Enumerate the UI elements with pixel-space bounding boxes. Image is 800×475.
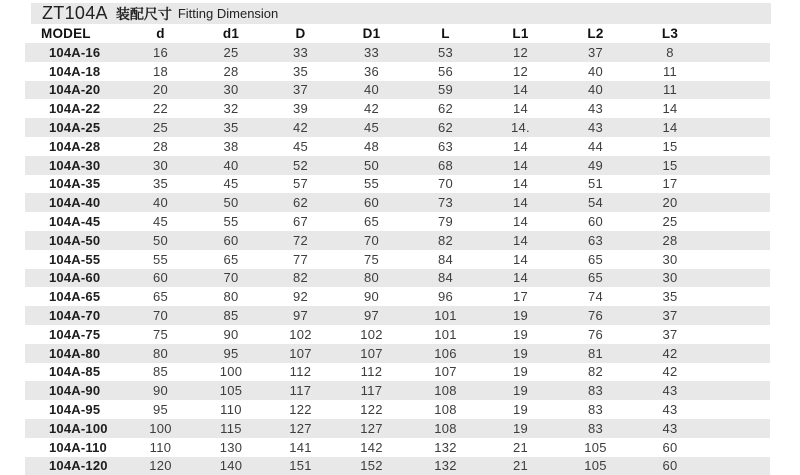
cell-value: 25 <box>662 214 678 230</box>
table-row <box>25 306 770 325</box>
cell-value: 100 <box>219 364 243 380</box>
table-row <box>25 400 770 419</box>
cell-value: 11 <box>662 82 678 98</box>
cell-value: 44 <box>587 138 604 154</box>
cell-value: 11 <box>662 63 678 79</box>
cell-model: 104A-70 <box>49 308 101 324</box>
cell-value: 17 <box>662 176 678 192</box>
cell-value: 14 <box>512 251 529 267</box>
cell-value: 70 <box>437 176 454 192</box>
cell-value: 152 <box>360 458 383 474</box>
cell-value: 83 <box>587 402 604 418</box>
cell-value: 43 <box>662 402 678 418</box>
cell-value: 28 <box>152 138 169 154</box>
cell-value: 15 <box>662 157 678 173</box>
cell-value: 50 <box>152 232 169 248</box>
cell-value: 28 <box>662 232 678 248</box>
cell-model: 104A-100 <box>49 420 108 436</box>
cell-value: 108 <box>434 420 457 436</box>
cell-model: 104A-95 <box>49 402 101 418</box>
header-D: D <box>266 24 335 43</box>
cell-model: 104A-110 <box>49 439 107 455</box>
cell-model: 104A-50 <box>49 232 101 248</box>
cell-spacer <box>707 175 770 194</box>
header-d: d <box>125 24 196 43</box>
cell-value: 70 <box>152 308 169 324</box>
cell-value: 65 <box>587 251 604 267</box>
cell-value: 132 <box>434 439 457 455</box>
cell-value: 108 <box>434 383 457 399</box>
table-row <box>25 363 770 382</box>
cell-value: 30 <box>223 82 239 98</box>
title-cjk-label: 装配尺寸 <box>115 5 172 22</box>
cell-value: 39 <box>292 101 309 117</box>
cell-value: 97 <box>363 308 380 324</box>
cell-value: 40 <box>587 63 604 79</box>
cell-value: 21 <box>512 458 529 474</box>
cell-value: 21 <box>512 439 529 455</box>
cell-value: 48 <box>363 138 380 154</box>
cell-value: 95 <box>152 402 169 418</box>
cell-value: 80 <box>152 345 169 361</box>
table-row <box>25 99 770 118</box>
cell-value: 43 <box>587 120 604 136</box>
cell-value: 140 <box>219 458 243 474</box>
table-row <box>25 457 770 475</box>
cell-value: 141 <box>289 439 312 455</box>
cell-value: 19 <box>512 420 529 436</box>
cell-value: 95 <box>223 345 239 361</box>
table-row <box>25 287 770 306</box>
cell-value: 62 <box>292 195 309 211</box>
cell-value: 81 <box>587 345 604 361</box>
cell-value: 8 <box>666 44 674 60</box>
cell-model: 104A-85 <box>49 364 101 380</box>
cell-value: 14 <box>662 101 678 117</box>
cell-value: 60 <box>363 195 380 211</box>
cell-model: 104A-28 <box>49 138 101 154</box>
cell-value: 49 <box>587 157 604 173</box>
cell-value: 63 <box>587 232 604 248</box>
cell-value: 102 <box>289 326 312 342</box>
cell-value: 33 <box>292 44 309 60</box>
cell-value: 45 <box>152 214 169 230</box>
cell-model: 104A-16 <box>49 44 101 60</box>
cell-value: 14 <box>512 232 529 248</box>
cell-value: 55 <box>223 214 239 230</box>
table-row <box>25 118 770 137</box>
cell-spacer <box>707 193 770 212</box>
cell-value: 22 <box>152 101 169 117</box>
cell-value: 122 <box>360 402 383 418</box>
cell-value: 107 <box>360 345 383 361</box>
cell-value: 101 <box>434 326 457 342</box>
cell-value: 83 <box>587 383 604 399</box>
cell-value: 37 <box>587 44 604 60</box>
cell-value: 36 <box>363 63 380 79</box>
cell-value: 76 <box>587 308 604 324</box>
cell-value: 28 <box>223 63 239 79</box>
cell-spacer <box>707 363 770 382</box>
cell-value: 60 <box>587 214 604 230</box>
cell-value: 82 <box>587 364 604 380</box>
cell-value: 130 <box>219 439 243 455</box>
cell-value: 73 <box>437 195 454 211</box>
cell-value: 55 <box>363 176 380 192</box>
cell-model: 104A-90 <box>49 383 101 399</box>
cell-model: 104A-55 <box>49 251 101 267</box>
table-row <box>25 269 770 288</box>
table-body <box>25 43 770 475</box>
cell-value: 117 <box>360 383 383 399</box>
cell-value: 132 <box>434 458 457 474</box>
cell-value: 35 <box>292 63 309 79</box>
cell-model: 104A-22 <box>49 101 101 117</box>
cell-value: 19 <box>512 326 529 342</box>
cell-value: 85 <box>223 308 239 324</box>
cell-value: 107 <box>434 364 457 380</box>
cell-spacer <box>707 419 770 438</box>
cell-value: 54 <box>587 195 604 211</box>
cell-value: 30 <box>662 251 678 267</box>
cell-value: 80 <box>363 270 380 286</box>
cell-value: 65 <box>363 214 380 230</box>
cell-model: 104A-75 <box>49 326 101 342</box>
cell-model: 104A-18 <box>49 63 101 79</box>
cell-value: 105 <box>219 383 243 399</box>
cell-value: 108 <box>434 402 457 418</box>
cell-value: 42 <box>363 101 380 117</box>
cell-spacer <box>707 62 770 81</box>
cell-value: 19 <box>512 383 529 399</box>
cell-value: 18 <box>152 63 169 79</box>
cell-value: 65 <box>223 251 239 267</box>
cell-value: 80 <box>223 289 239 305</box>
cell-value: 40 <box>587 82 604 98</box>
cell-value: 120 <box>149 458 172 474</box>
table-row <box>25 438 770 457</box>
cell-value: 35 <box>152 176 169 192</box>
cell-spacer <box>707 99 770 118</box>
cell-value: 142 <box>360 439 383 455</box>
cell-value: 92 <box>292 289 309 305</box>
cell-value: 16 <box>152 44 169 60</box>
cell-spacer <box>707 287 770 306</box>
cell-value: 50 <box>223 195 239 211</box>
cell-value: 60 <box>223 232 239 248</box>
cell-value: 100 <box>149 420 172 436</box>
cell-value: 112 <box>360 364 383 380</box>
cell-value: 117 <box>289 383 312 399</box>
cell-value: 14 <box>512 157 529 173</box>
cell-value: 19 <box>512 308 529 324</box>
cell-spacer <box>707 269 770 288</box>
cell-spacer <box>707 118 770 137</box>
cell-value: 33 <box>363 44 380 60</box>
cell-value: 45 <box>363 120 380 136</box>
table-header-row <box>25 24 770 43</box>
cell-value: 37 <box>662 308 678 324</box>
cell-value: 65 <box>587 270 604 286</box>
cell-value: 42 <box>662 364 678 380</box>
cell-model: 104A-35 <box>49 176 101 192</box>
cell-model: 104A-40 <box>49 195 101 211</box>
cell-value: 96 <box>437 289 454 305</box>
cell-value: 43 <box>662 420 678 436</box>
cell-value: 14 <box>512 214 529 230</box>
table-row <box>25 212 770 231</box>
cell-value: 62 <box>437 120 454 136</box>
cell-value: 20 <box>662 195 678 211</box>
cell-value: 14 <box>512 138 529 154</box>
cell-value: 40 <box>363 82 380 98</box>
cell-value: 32 <box>223 101 239 117</box>
table-row <box>25 325 770 344</box>
header-spacer <box>707 24 770 43</box>
header-d1: d1 <box>196 24 266 43</box>
table-row <box>25 344 770 363</box>
cell-spacer <box>707 457 770 475</box>
cell-value: 60 <box>152 270 169 286</box>
cell-value: 42 <box>292 120 309 136</box>
cell-value: 57 <box>292 176 309 192</box>
cell-value: 14. <box>511 120 530 136</box>
cell-value: 112 <box>289 364 312 380</box>
cell-value: 90 <box>363 289 380 305</box>
cell-value: 45 <box>223 176 239 192</box>
table-row <box>25 43 770 62</box>
cell-value: 127 <box>289 420 312 436</box>
cell-value: 110 <box>149 439 172 455</box>
cell-value: 122 <box>289 402 312 418</box>
cell-value: 55 <box>152 251 169 267</box>
fitting-dimension-table <box>25 24 770 475</box>
cell-value: 75 <box>152 326 169 342</box>
cell-value: 102 <box>360 326 383 342</box>
cell-value: 75 <box>363 251 380 267</box>
cell-value: 85 <box>152 364 169 380</box>
cell-value: 56 <box>437 63 454 79</box>
cell-value: 14 <box>512 176 529 192</box>
cell-value: 17 <box>512 289 529 305</box>
cell-value: 151 <box>289 458 312 474</box>
cell-model: 104A-80 <box>49 345 101 361</box>
cell-value: 82 <box>437 232 454 248</box>
cell-spacer <box>707 325 770 344</box>
cell-spacer <box>707 231 770 250</box>
cell-model: 104A-60 <box>49 270 101 286</box>
cell-value: 67 <box>292 214 309 230</box>
cell-spacer <box>707 137 770 156</box>
cell-value: 45 <box>292 138 309 154</box>
cell-value: 35 <box>662 289 678 305</box>
cell-value: 97 <box>292 308 309 324</box>
cell-value: 76 <box>587 326 604 342</box>
cell-value: 42 <box>662 345 678 361</box>
cell-value: 82 <box>292 270 309 286</box>
cell-spacer <box>707 438 770 457</box>
cell-value: 25 <box>223 44 239 60</box>
cell-model: 104A-120 <box>49 458 108 474</box>
cell-value: 115 <box>220 420 242 436</box>
cell-model: 104A-20 <box>49 82 101 98</box>
cell-value: 68 <box>437 157 454 173</box>
title-en-label: Fitting Dimension <box>177 6 279 21</box>
title-model-code: ZT104A <box>42 3 108 23</box>
cell-value: 12 <box>512 63 529 79</box>
table-row <box>25 231 770 250</box>
cell-value: 19 <box>512 345 529 361</box>
cell-model: 104A-30 <box>49 157 101 173</box>
cell-value: 38 <box>223 138 239 154</box>
cell-value: 101 <box>434 308 457 324</box>
cell-spacer <box>707 250 770 269</box>
cell-value: 43 <box>662 383 678 399</box>
cell-value: 37 <box>662 326 678 342</box>
cell-value: 20 <box>152 82 169 98</box>
cell-value: 59 <box>437 82 454 98</box>
cell-value: 70 <box>363 232 380 248</box>
cell-value: 50 <box>363 157 380 173</box>
cell-value: 37 <box>292 82 309 98</box>
cell-value: 14 <box>512 101 529 117</box>
table-row <box>25 193 770 212</box>
cell-value: 74 <box>587 289 604 305</box>
cell-value: 43 <box>587 101 604 117</box>
table-row <box>25 137 770 156</box>
cell-spacer <box>707 81 770 100</box>
table-row <box>25 81 770 100</box>
cell-value: 63 <box>437 138 454 154</box>
cell-spacer <box>707 43 770 62</box>
cell-value: 15 <box>662 138 678 154</box>
cell-value: 14 <box>662 120 678 136</box>
cell-value: 35 <box>223 120 239 136</box>
cell-value: 65 <box>152 289 169 305</box>
cell-spacer <box>707 156 770 175</box>
cell-value: 90 <box>152 383 169 399</box>
cell-model: 104A-45 <box>49 214 101 230</box>
cell-value: 12 <box>512 44 529 60</box>
cell-value: 19 <box>512 402 529 418</box>
cell-value: 127 <box>360 420 383 436</box>
cell-value: 40 <box>223 157 239 173</box>
cell-value: 90 <box>223 326 239 342</box>
page-title-bar <box>31 3 771 24</box>
table-row <box>25 175 770 194</box>
table-row <box>25 156 770 175</box>
cell-value: 84 <box>437 270 454 286</box>
table-row <box>25 419 770 438</box>
cell-value: 70 <box>223 270 239 286</box>
cell-spacer <box>707 212 770 231</box>
cell-value: 107 <box>289 345 312 361</box>
cell-spacer <box>707 400 770 419</box>
header-L3: L3 <box>633 24 707 43</box>
cell-value: 19 <box>512 364 529 380</box>
table-row <box>25 250 770 269</box>
cell-value: 62 <box>437 101 454 117</box>
cell-value: 14 <box>512 195 529 211</box>
cell-value: 105 <box>584 439 607 455</box>
cell-value: 84 <box>437 251 454 267</box>
cell-value: 60 <box>662 439 678 455</box>
cell-value: 60 <box>662 458 678 474</box>
cell-value: 51 <box>587 176 604 192</box>
cell-value: 30 <box>152 157 169 173</box>
cell-spacer <box>707 381 770 400</box>
cell-value: 110 <box>220 402 242 418</box>
cell-value: 25 <box>152 120 169 136</box>
cell-model: 104A-65 <box>49 289 101 305</box>
header-model: MODEL <box>25 24 125 43</box>
cell-value: 106 <box>434 345 457 361</box>
table-row <box>25 62 770 81</box>
header-L: L <box>408 24 483 43</box>
cell-value: 14 <box>512 82 529 98</box>
cell-value: 79 <box>437 214 454 230</box>
cell-value: 72 <box>292 232 309 248</box>
header-L1: L1 <box>483 24 558 43</box>
table-row <box>25 381 770 400</box>
cell-spacer <box>707 344 770 363</box>
cell-value: 30 <box>662 270 678 286</box>
cell-value: 14 <box>512 270 529 286</box>
cell-model: 104A-25 <box>49 120 101 136</box>
cell-value: 53 <box>437 44 454 60</box>
cell-value: 77 <box>292 251 309 267</box>
header-L2: L2 <box>558 24 633 43</box>
cell-value: 83 <box>587 420 604 436</box>
cell-value: 40 <box>152 195 169 211</box>
cell-value: 105 <box>584 458 607 474</box>
header-D1: D1 <box>335 24 408 43</box>
cell-value: 52 <box>292 157 309 173</box>
cell-spacer <box>707 306 770 325</box>
